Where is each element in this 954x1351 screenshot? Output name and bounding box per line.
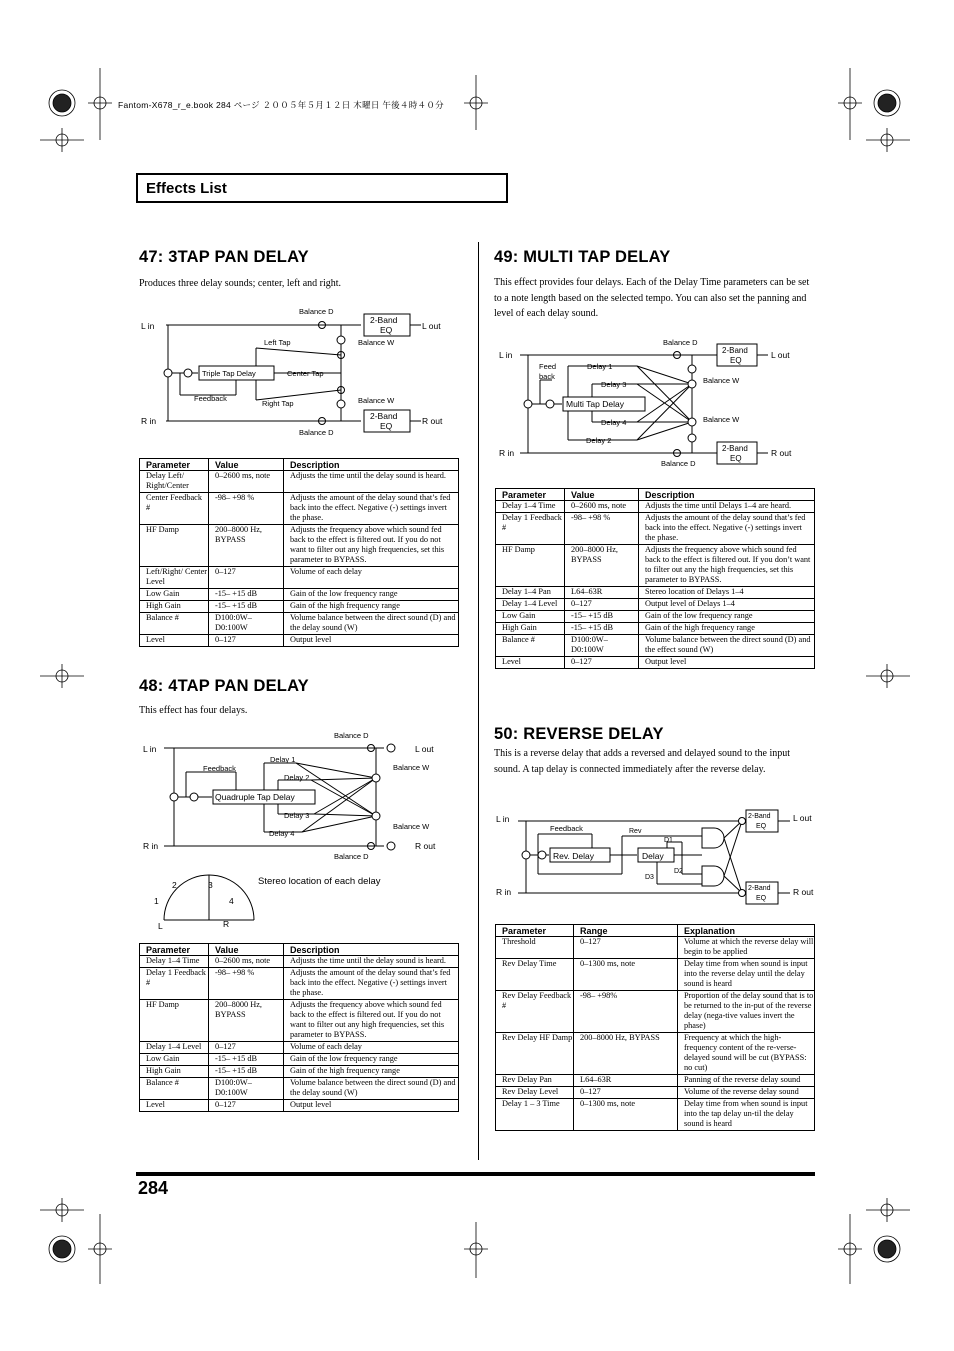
table-cell: Adjusts the frequency above which sound fed back to the effect is filtered out. If you do not want to filter out any high frequencies, set this parameter to BYPASS. bbox=[284, 1000, 459, 1042]
s48-r-out: R out bbox=[415, 841, 436, 851]
s49-diagram bbox=[492, 334, 822, 474]
table-cell: Adjusts the time until Delays 1–4 are heard. bbox=[639, 501, 815, 513]
s48-pos-l: L bbox=[158, 921, 163, 931]
table-cell: L64–63R bbox=[574, 1075, 678, 1087]
s48-title: 48: 4TAP PAN DELAY bbox=[139, 677, 309, 695]
table-cell: -98– +98% bbox=[574, 991, 678, 1033]
table-row bbox=[496, 1087, 815, 1099]
s48-balance-d-top: Balance D bbox=[334, 731, 369, 740]
table-cell: Volume balance between the direct sound (D) and the delay sound (W) bbox=[284, 613, 459, 635]
table-cell: HF Damp bbox=[140, 525, 209, 567]
table-cell: High Gain bbox=[140, 1066, 209, 1078]
s47-r-in: R in bbox=[141, 416, 157, 426]
table-row bbox=[496, 635, 815, 657]
table-cell: -98– +98 % bbox=[565, 513, 639, 545]
table-cell: Left/Right/ Center Level bbox=[140, 567, 209, 589]
table-row bbox=[496, 611, 815, 623]
table-cell: Delay 1–4 Pan bbox=[496, 587, 565, 599]
table-cell: Delay 1–4 Time bbox=[140, 956, 209, 968]
table-cell: 0–127 bbox=[565, 657, 639, 669]
s47-right-tap: Right Tap bbox=[262, 399, 294, 408]
s48-col-value: Value bbox=[209, 944, 284, 956]
table-cell: Adjusts the amount of the delay sound that’s fed back into the effect. Negative (-) settings invert the phase. bbox=[284, 493, 459, 525]
s48-feedback: Feedback bbox=[203, 764, 236, 773]
s48-delay3: Delay 3 bbox=[284, 811, 310, 820]
s49-eq-bottom: 2-Band bbox=[722, 444, 748, 453]
table-cell: Balance # bbox=[496, 635, 565, 657]
s50-delay: Delay bbox=[642, 851, 664, 861]
table-row bbox=[496, 657, 815, 669]
table-cell: Level bbox=[496, 657, 565, 669]
s49-title: 49: MULTI TAP DELAY bbox=[494, 248, 671, 266]
table-cell: Delay 1–4 Time bbox=[496, 501, 565, 513]
s47-box: Triple Tap Delay bbox=[202, 369, 256, 378]
table-cell: Delay 1 Feedback # bbox=[140, 968, 209, 1000]
s49-l-in: L in bbox=[499, 350, 513, 360]
table-cell: 0–1300 ms, note bbox=[574, 959, 678, 991]
s47-eq-bottom: 2-Band bbox=[370, 411, 398, 421]
table-row bbox=[496, 1099, 815, 1131]
s48-delay2: Delay 2 bbox=[284, 773, 310, 782]
s50-rev: Rev bbox=[629, 828, 642, 835]
s49-col-description: Description bbox=[639, 489, 815, 501]
s48-stereo-caption: Stereo location of each delay bbox=[258, 876, 381, 887]
table-row bbox=[496, 937, 815, 959]
s47-col-description: Description bbox=[284, 459, 459, 471]
table-cell: Low Gain bbox=[140, 589, 209, 601]
s49-delay4: Delay 4 bbox=[601, 418, 627, 427]
s47-l-out: L out bbox=[422, 321, 441, 331]
s47-balance-d-top: Balance D bbox=[299, 307, 334, 316]
table-cell: Output level bbox=[284, 1100, 459, 1112]
table-row bbox=[140, 1066, 459, 1078]
s49-box: Multi Tap Delay bbox=[566, 399, 624, 409]
s50-intro: This is a reverse delay that adds a reversed and delayed sound to the input sound. A tap delay is connected immediately after the reverse delay. bbox=[494, 748, 791, 775]
table-cell: Volume balance between the direct sound (D) and the effect sound (W) bbox=[639, 635, 815, 657]
table-cell: Threshold bbox=[496, 937, 574, 959]
s49-delay1: Delay 1 bbox=[587, 362, 613, 371]
table-cell: D100:0W– D0:100W bbox=[209, 613, 284, 635]
table-cell: D100:0W– D0:100W bbox=[209, 1078, 284, 1100]
table-cell: -98– +98 % bbox=[209, 493, 284, 525]
table-row bbox=[496, 1075, 815, 1087]
print-header: Fantom-X678_r_e.book 284 ページ ２００５年５月１２日 木曜日 午後４時４０分 bbox=[118, 100, 444, 110]
s48-pos-4: 4 bbox=[229, 896, 234, 906]
table-cell: Center Feedback # bbox=[140, 493, 209, 525]
table-cell: Level bbox=[140, 1100, 209, 1112]
s49-table bbox=[495, 488, 815, 669]
table-cell: 0–2600 ms, note bbox=[209, 471, 284, 493]
s48-r-in: R in bbox=[143, 841, 159, 851]
s50-d2: D2 bbox=[674, 868, 683, 875]
s50-l-out: L out bbox=[793, 813, 812, 823]
table-cell: Proportion of the delay sound that is to be returned to the in-put of the reverse delay (nega-tive values invert the phase) bbox=[678, 991, 815, 1033]
table-row bbox=[140, 968, 459, 1000]
table-row bbox=[140, 471, 459, 493]
table-cell: Delay 1 – 3 Time bbox=[496, 1099, 574, 1131]
s49-feed: Feed bbox=[539, 362, 557, 371]
table-row bbox=[496, 599, 815, 611]
s50-eq-top: 2-Band bbox=[748, 813, 771, 820]
table-cell: 0–127 bbox=[209, 567, 284, 589]
s47-intro: Produces three delay sounds; center, left and right. bbox=[139, 278, 342, 289]
s47-left-tap: Left Tap bbox=[264, 338, 291, 347]
s48-table bbox=[139, 943, 459, 1112]
s47-balance-d-bottom: Balance D bbox=[299, 428, 334, 437]
s50-feedback: Feedback bbox=[550, 824, 583, 833]
table-row bbox=[140, 567, 459, 589]
table-cell: Delay 1 Feedback # bbox=[496, 513, 565, 545]
s49-eq-top: 2-Band bbox=[722, 346, 748, 355]
table-cell: -15– +15 dB bbox=[209, 1066, 284, 1078]
s49-r-out: R out bbox=[771, 448, 792, 458]
column-divider bbox=[478, 242, 479, 1160]
section-title: Effects List bbox=[146, 180, 227, 197]
table-cell: Adjusts the time until the delay sound is heard. bbox=[284, 956, 459, 968]
s49-back: back bbox=[539, 372, 555, 381]
s48-pos-2: 2 bbox=[172, 880, 177, 890]
table-cell: Output level of Delays 1–4 bbox=[639, 599, 815, 611]
table-cell: 200–8000 Hz, BYPASS bbox=[209, 525, 284, 567]
table-cell: 0–2600 ms, note bbox=[209, 956, 284, 968]
s48-balance-d-bottom: Balance D bbox=[334, 852, 369, 861]
s50-box: Rev. Delay bbox=[553, 851, 594, 861]
s48-pos-1: 1 bbox=[154, 896, 159, 906]
s49-eq-top-2: EQ bbox=[730, 356, 742, 365]
table-cell: Gain of the high frequency range bbox=[639, 623, 815, 635]
table-cell: HF Damp bbox=[140, 1000, 209, 1042]
s48-pos-3: 3 bbox=[208, 880, 213, 890]
table-cell: Low Gain bbox=[496, 611, 565, 623]
s49-col-value: Value bbox=[565, 489, 639, 501]
table-cell: Delay time from when sound is input into the reverse delay until the delay sound is heard bbox=[678, 959, 815, 991]
s49-balance-d-top: Balance D bbox=[663, 338, 698, 347]
s48-delay4: Delay 4 bbox=[269, 829, 295, 838]
table-row bbox=[140, 1078, 459, 1100]
table-row bbox=[140, 1100, 459, 1112]
s48-diagram bbox=[136, 728, 466, 938]
table-row bbox=[140, 635, 459, 647]
s49-l-out: L out bbox=[771, 350, 790, 360]
table-cell: Rev Delay HF Damp bbox=[496, 1033, 574, 1075]
s48-balance-w-top: Balance W bbox=[393, 763, 430, 772]
s47-feedback: Feedback bbox=[194, 394, 227, 403]
table-row bbox=[496, 991, 815, 1033]
table-cell: Stereo location of Delays 1–4 bbox=[639, 587, 815, 599]
table-cell: Delay Left/ Right/Center bbox=[140, 471, 209, 493]
table-cell: Output level bbox=[639, 657, 815, 669]
table-cell: 0–127 bbox=[209, 1042, 284, 1054]
table-cell: -15– +15 dB bbox=[565, 623, 639, 635]
table-row bbox=[140, 589, 459, 601]
table-cell: Gain of the low frequency range bbox=[284, 1054, 459, 1066]
s47-r-out: R out bbox=[422, 416, 443, 426]
page-number: 284 bbox=[138, 1178, 169, 1198]
table-cell: Adjusts the amount of the delay sound that’s fed back into the effect. Negative (-) settings invert the phase. bbox=[284, 968, 459, 1000]
s48-col-parameter: Parameter bbox=[140, 944, 209, 956]
table-row bbox=[140, 525, 459, 567]
s49-balance-w-bottom: Balance W bbox=[703, 415, 740, 424]
table-row bbox=[140, 601, 459, 613]
table-cell: Panning of the reverse delay sound bbox=[678, 1075, 815, 1087]
s47-diagram bbox=[136, 300, 466, 440]
table-cell: Rev Delay Time bbox=[496, 959, 574, 991]
s50-d1: D1 bbox=[664, 837, 673, 844]
s47-col-value: Value bbox=[209, 459, 284, 471]
table-cell: Volume at which the reverse delay will begin to be applied bbox=[678, 937, 815, 959]
table-cell: Adjusts the amount of the delay sound that’s fed back into the effect. Negative (-) settings invert the phase. bbox=[639, 513, 815, 545]
s47-l-in: L in bbox=[141, 321, 155, 331]
table-cell: 0–127 bbox=[209, 635, 284, 647]
s47-table bbox=[139, 458, 459, 647]
table-cell: -15– +15 dB bbox=[209, 601, 284, 613]
s49-delay3: Delay 3 bbox=[601, 380, 627, 389]
s47-eq-top: 2-Band bbox=[370, 315, 398, 325]
table-row bbox=[140, 1042, 459, 1054]
s48-col-description: Description bbox=[284, 944, 459, 956]
s49-delay2: Delay 2 bbox=[586, 436, 612, 445]
s49-balance-w-top: Balance W bbox=[703, 376, 740, 385]
table-cell: L64–63R bbox=[565, 587, 639, 599]
table-cell: -15– +15 dB bbox=[209, 1054, 284, 1066]
s50-eq-bottom: 2-Band bbox=[748, 885, 771, 892]
table-cell: 0–127 bbox=[574, 937, 678, 959]
s47-eq-bottom-2: EQ bbox=[380, 421, 393, 431]
table-cell: Rev Delay Pan bbox=[496, 1075, 574, 1087]
table-cell: High Gain bbox=[496, 623, 565, 635]
table-cell: Adjusts the frequency above which sound fed back to the effect is filtered out. If you do not want to filter out any high frequencies, set this parameter to BYPASS. bbox=[284, 525, 459, 567]
s47-eq-top-2: EQ bbox=[380, 325, 393, 335]
table-cell: Balance # bbox=[140, 1078, 209, 1100]
table-row bbox=[140, 1000, 459, 1042]
table-cell: Balance # bbox=[140, 613, 209, 635]
s47-balance-w-top: Balance W bbox=[358, 338, 395, 347]
table-cell: Rev Delay Feedback # bbox=[496, 991, 574, 1033]
table-cell: -15– +15 dB bbox=[209, 589, 284, 601]
s50-title: 50: REVERSE DELAY bbox=[494, 725, 664, 743]
table-cell: Volume of the reverse delay sound bbox=[678, 1087, 815, 1099]
table-cell: Frequency at which the high-frequency content of the re-verse-delayed sound will be cut (BYPASS: no cut) bbox=[678, 1033, 815, 1075]
table-row bbox=[496, 1033, 815, 1075]
s50-eq-top-2: EQ bbox=[756, 823, 767, 830]
table-cell: -15– +15 dB bbox=[565, 611, 639, 623]
table-cell: 0–127 bbox=[209, 1100, 284, 1112]
s47-center-tap: Center Tap bbox=[287, 369, 324, 378]
s50-eq-bottom-2: EQ bbox=[756, 895, 767, 902]
table-cell: 0–127 bbox=[565, 599, 639, 611]
table-cell: Volume of each delay bbox=[284, 567, 459, 589]
table-cell: 200–8000 Hz, BYPASS bbox=[209, 1000, 284, 1042]
s50-d3: D3 bbox=[645, 874, 654, 881]
s48-pos-r: R bbox=[223, 919, 230, 929]
s48-l-out: L out bbox=[415, 744, 434, 754]
table-cell: Adjusts the frequency above which sound fed back to the effect is filtered out. If you don’t want to filter out any the high frequencies, set this parameter to BYPASS. bbox=[639, 545, 815, 587]
s47-title: 47: 3TAP PAN DELAY bbox=[139, 248, 309, 266]
s50-table bbox=[495, 924, 815, 1131]
table-row bbox=[140, 1054, 459, 1066]
bottom-rule bbox=[136, 1172, 815, 1176]
s48-box: Quadruple Tap Delay bbox=[215, 792, 295, 802]
s50-r-out: R out bbox=[793, 887, 814, 897]
table-cell: HF Damp bbox=[496, 545, 565, 587]
table-row bbox=[140, 613, 459, 635]
s50-col-explanation: Explanation bbox=[678, 925, 815, 937]
table-cell: 0–1300 ms, note bbox=[574, 1099, 678, 1131]
table-row bbox=[496, 587, 815, 599]
s47-col-parameter: Parameter bbox=[140, 459, 209, 471]
s49-col-parameter: Parameter bbox=[496, 489, 565, 501]
s49-eq-bottom-2: EQ bbox=[730, 454, 742, 463]
table-row bbox=[496, 513, 815, 545]
table-cell: Volume balance between the direct sound (D) and the delay sound (W) bbox=[284, 1078, 459, 1100]
s50-l-in: L in bbox=[496, 814, 510, 824]
table-cell: Gain of the high frequency range bbox=[284, 601, 459, 613]
table-cell: Output level bbox=[284, 635, 459, 647]
s50-diagram bbox=[492, 804, 822, 908]
table-cell: Volume of each delay bbox=[284, 1042, 459, 1054]
table-cell: 200–8000 Hz, BYPASS bbox=[574, 1033, 678, 1075]
table-row bbox=[140, 956, 459, 968]
table-cell: Delay time from when sound is input into the tap delay un-til the delay sound is heard bbox=[678, 1099, 815, 1131]
table-cell: Gain of the low frequency range bbox=[639, 611, 815, 623]
s49-intro: This effect provides four delays. Each of the Delay Time parameters can be set to a note length based on the selected tempo. You can also set the panning and level of each delay sound. bbox=[494, 277, 810, 319]
s50-col-parameter: Parameter bbox=[496, 925, 574, 937]
table-cell: 200–8000 Hz, BYPASS bbox=[565, 545, 639, 587]
s48-l-in: L in bbox=[143, 744, 157, 754]
table-cell: 0–127 bbox=[574, 1087, 678, 1099]
s49-balance-d-bottom: Balance D bbox=[661, 459, 696, 468]
table-cell: High Gain bbox=[140, 601, 209, 613]
s50-r-in: R in bbox=[496, 887, 512, 897]
table-cell: D100:0W– D0:100W bbox=[565, 635, 639, 657]
table-row bbox=[496, 959, 815, 991]
table-cell: Rev Delay Level bbox=[496, 1087, 574, 1099]
table-row bbox=[140, 493, 459, 525]
s48-delay1: Delay 1 bbox=[270, 755, 296, 764]
table-row bbox=[496, 501, 815, 513]
table-cell: Gain of the low frequency range bbox=[284, 589, 459, 601]
table-row bbox=[496, 623, 815, 635]
s47-balance-w-bottom: Balance W bbox=[358, 396, 395, 405]
table-cell: Level bbox=[140, 635, 209, 647]
s48-balance-w-bottom: Balance W bbox=[393, 822, 430, 831]
s49-r-in: R in bbox=[499, 448, 515, 458]
table-cell: 0–2600 ms, note bbox=[565, 501, 639, 513]
table-cell: Delay 1–4 Level bbox=[140, 1042, 209, 1054]
s50-col-range: Range bbox=[574, 925, 678, 937]
s48-intro: This effect has four delays. bbox=[139, 705, 248, 716]
table-cell: Adjusts the time until the delay sound is heard. bbox=[284, 471, 459, 493]
table-row bbox=[496, 545, 815, 587]
table-cell: -98– +98 % bbox=[209, 968, 284, 1000]
table-cell: Low Gain bbox=[140, 1054, 209, 1066]
table-cell: Gain of the high frequency range bbox=[284, 1066, 459, 1078]
table-cell: Delay 1–4 Level bbox=[496, 599, 565, 611]
